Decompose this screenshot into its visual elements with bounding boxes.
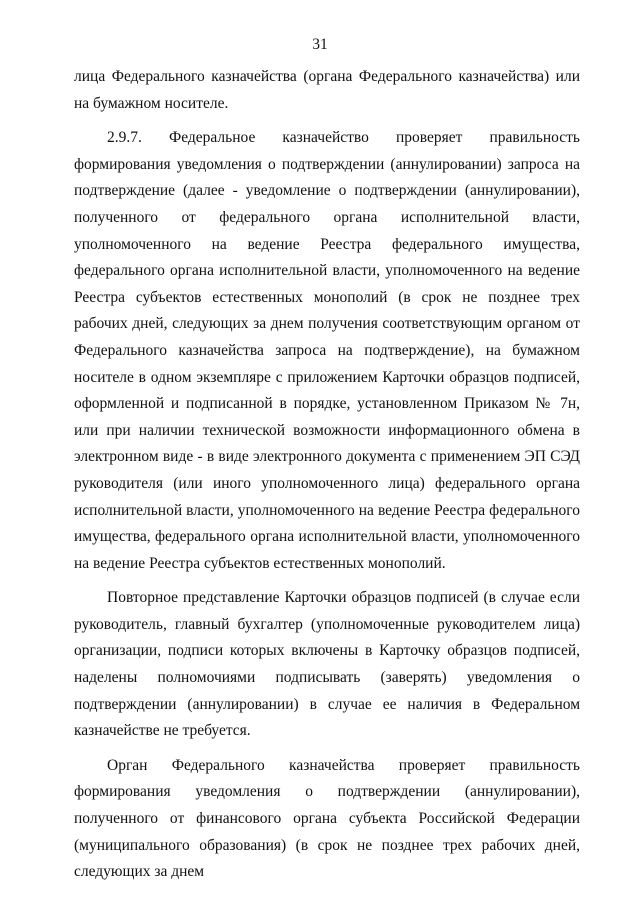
paragraph-signature-card: Повторное представление Карточки образцов подписей (в случае если руководитель, главный бухгалтер (уполномоченные руководителем лица) организации, подписи которых включены в Карточку образцов подписей, наделены полномочиями подписывать (заверять) уведомления о подтверждении (аннулировании) в случае ее наличия в Федеральном казначействе не требуется. [74, 589, 580, 740]
paragraph-continuation: лица Федерального казначейства (органа Федерального казначейства) или на бумажном носителе. [74, 68, 580, 112]
page-number: 31 [312, 36, 328, 53]
paragraph-clause-2-9-7: 2.9.7. Федеральное казначейство проверяет правильность формирования уведомления о подтверждении (аннулировании) запроса на подтверждение (далее - уведомление о подтверждении (аннулировании), полученного от федерального органа исполнительной власти, уполномоченного на ведение Реестра федерального имущества, федерального органа исполнительной власти, уполномоченного на ведение Реестра субъектов естественных монополий (в срок не позднее трех рабочих дней, следующих за днем получения соответствующим органом от Федерального казначейства запроса на подтверждение), на бумажном носителе в одном экземпляре с приложением Карточки образцов подписей, оформленной и подписанной в порядке, установленном Приказом № 7н, или при наличии технической возможности информационного обмена в электронном виде - в виде электронного документа с применением ЭП СЭД руководителя (или иного уполномоченного лица) федерального органа исполнительной власти, уполномоченного на ведение Реестра федерального имущества, федерального органа исполнительной власти, уполномоченного на ведение Реестра субъектов естественных монополий. [74, 129, 580, 572]
body-text [74, 64, 580, 894]
paragraph-treasury-body: Орган Федерального казначейства проверяет правильность формирования уведомления о подтверждении (аннулировании), полученного от финансового органа субъекта Российской Федерации (муниципального образования) (в срок не позднее трех рабочих дней, следующих за днем [74, 756, 580, 881]
